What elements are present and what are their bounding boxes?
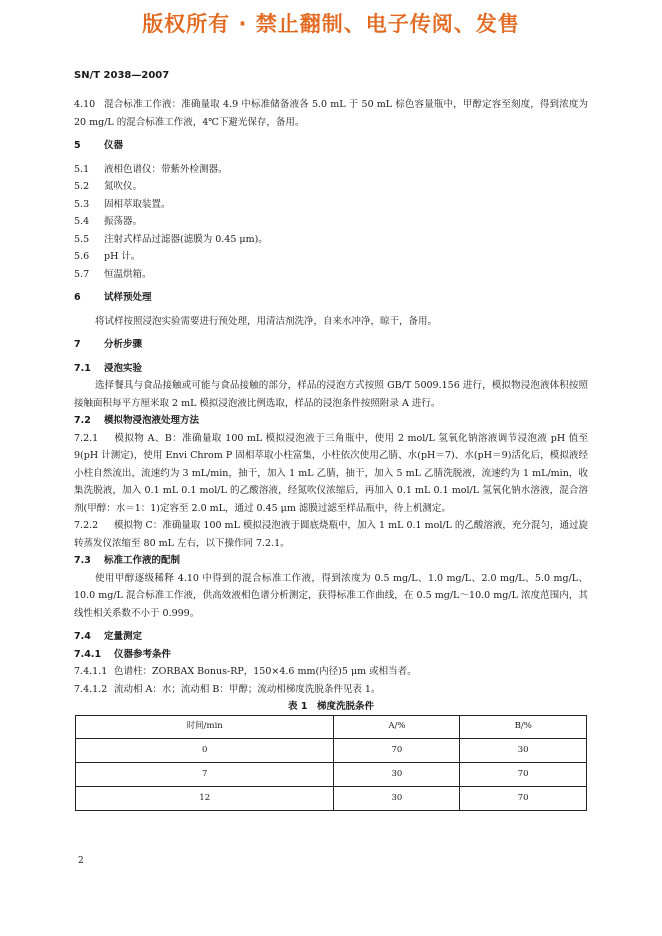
table-cell: 30	[334, 763, 460, 787]
list-item: 5.7 恒温烘箱。	[74, 268, 152, 280]
instrument-list	[74, 161, 588, 284]
table-row	[76, 739, 587, 763]
section-6-text: 将试样按照浸泡实验需要进行预处理，用清洁剂洗净，自来水冲净，晾干，备用。	[95, 315, 438, 327]
table-cell: 12	[76, 787, 334, 811]
clause-4-10: 4.10 混合标准工作液：准确量取 4.9 中标准储备液各 5.0 mL 于 50 mL 棕色容量瓶中，甲醇定容至刻度，得到浓度为 20 mg/L 的混合标准工作液，4℃下避光保存，备用。	[74, 99, 588, 128]
clause-7-3-heading: 7.3 标准工作液的配制	[74, 555, 181, 566]
table-cell: 7	[76, 763, 334, 787]
page-number: 2	[78, 856, 84, 866]
column-header: B/%	[460, 716, 587, 739]
clause-7-2-heading: 7.2 模拟物浸泡液处理方法	[74, 415, 200, 426]
list-item: 5.3 固相萃取装置。	[74, 198, 171, 210]
standard-code: SN/T 2038—2007	[74, 70, 170, 81]
table-cell: 30	[460, 739, 587, 763]
table-cell: 30	[334, 787, 460, 811]
section-5-heading: 5 仪器	[74, 140, 124, 151]
clause-7-3-text: 使用甲醇逐级稀释 4.10 中得到的混合标准工作液，得到浓度为 0.5 mg/L、1.0 mg/L、2.0 mg/L、5.0 mg/L、10.0 mg/L 混合标准工作液，供高效液相色谱分析测定，获得标准工作曲线，在 0.5 mg/L～10.0 mg/L 浓度范围内，其线性相关系数不小于 0.999。	[74, 572, 588, 619]
table-row	[76, 763, 587, 787]
document-body	[74, 96, 588, 811]
table-caption: 表 1 梯度洗脱条件	[288, 701, 374, 712]
table-cell: 70	[334, 739, 460, 763]
copyright-watermark: 版权所有 · 禁止翻制、电子传阅、发售	[142, 12, 520, 36]
clause-7-2-1: 7.2.1 模拟物 A、B：准确量取 100 mL 模拟浸泡液于三角瓶中，使用 2 mol/L 氢氧化钠溶液调节浸泡液 pH 值至 9(pH 计测定)，使用 Envi Chrom P 固相萃取小柱富集，小柱依次使用乙腈、水(pH＝7)、水(pH＝9)活化后，模拟液经小柱自然流出，流速约为 3 mL/min，抽干，加入 1 mL 乙腈，抽干，加入 5 mL 乙腈洗脱液，流速约为 1 mL/min，收集洗脱液，加入 0.1 mL 0.1 mol/L 的乙酸溶液，经氮吹仪浓缩后，再加入 0.1 mL 0.1 mol/L 氢氧化钠水溶液，混合溶剂(甲醇：水＝1：1)定容至 2.0 mL，通过 0.45 μm 滤膜过滤至样品瓶中，待上机测定。	[74, 432, 588, 514]
clause-7-4-heading: 7.4 定量测定	[74, 631, 143, 642]
section-7-heading: 7 分析步骤	[74, 339, 143, 350]
clause-7-2-2: 7.2.2 模拟物 C：准确量取 100 mL 模拟浸泡液于圆底烧瓶中，加入 1 mL 0.1 mol/L 的乙酸溶液，充分混匀，通过旋转蒸发仪浓缩至 80 mL 左右，以下操作同 7.2.1。	[74, 520, 588, 549]
clause-7-1-text: 选择餐具与食品接触或可能与食品接触的部分，样品的浸泡方式按照 GB/T 5009.156 进行，模拟物浸泡液体积按照接触面积每平方厘米取 2 mL 模拟浸泡液比例选取，样品的浸泡条件按照附录 A 进行。	[74, 380, 588, 409]
table-cell: 70	[460, 763, 587, 787]
table-row	[76, 787, 587, 811]
column-header: 时间/min	[76, 716, 334, 739]
list-item: 5.4 振荡器。	[74, 216, 143, 227]
table-cell: 0	[76, 739, 334, 763]
gradient-table	[75, 715, 587, 811]
table-header-row	[76, 716, 587, 739]
list-item: 5.5 注射式样品过滤器(滤膜为 0.45 μm)。	[74, 233, 268, 245]
list-item: 5.6 pH 计。	[74, 251, 141, 262]
column-header: A/%	[334, 716, 460, 739]
clause-7-4-1-2: 7.4.1.2 流动相 A：水；流动相 B：甲醇；流动相梯度洗脱条件见表 1。	[74, 683, 381, 695]
list-item: 5.2 氮吹仪。	[74, 181, 143, 192]
table-cell: 70	[460, 787, 587, 811]
section-6-heading: 6 试样预处理	[74, 292, 152, 303]
clause-7-4-1-heading: 7.4.1 仪器参考条件	[74, 648, 172, 660]
clause-7-1-heading: 7.1 浸泡实验	[74, 362, 143, 374]
list-item: 5.1 液相色谱仪：带紫外检测器。	[74, 163, 228, 175]
clause-7-4-1-1: 7.4.1.1 色谱柱：ZORBAX Bonus-RP，150×4.6 mm(内径)5 μm 或相当者。	[74, 666, 417, 677]
